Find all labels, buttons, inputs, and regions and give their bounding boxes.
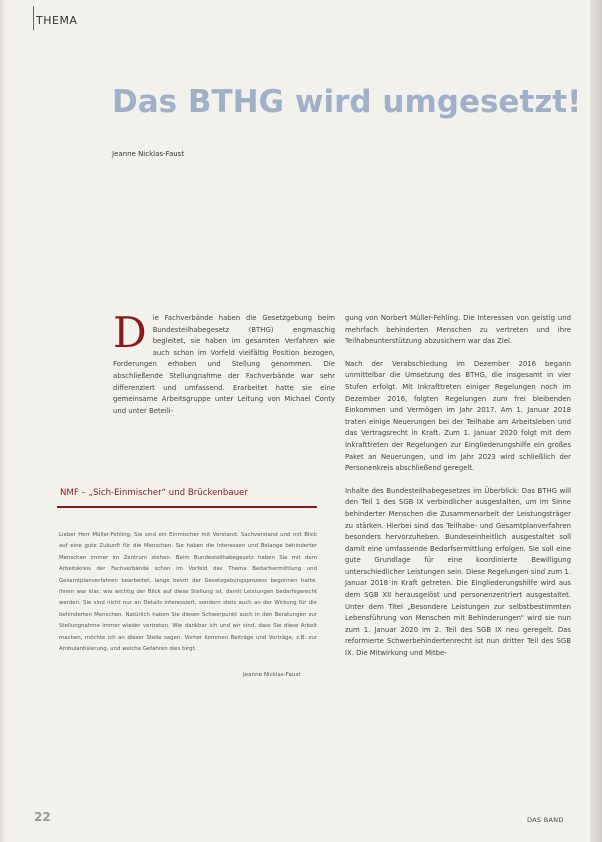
paragraph — [113, 308, 335, 417]
article-column-right — [345, 313, 571, 671]
sidebar-text: Lieber Herr Müller-Fehling, Sie sind ein Einmischer mit Verstand, Sachverstand und mit Blick auf eine gute Zukunft für die Menschen. Sie haben die Interessen und Belange behinderter Menschen immer im Zentrum stehen. Beim Bundesteilhabegesetz haben Sie mit dem Arbeitskreis der Fachverbände schon im Vorfeld das Thema Bedarfsermittlung und Gesamtplanverfahren bearbeitet, lange bevor der Gesetzgebungsprozess begonnen hatte. Ihnen war klar, wie wichtig der Blick auf diese Stellung ist, damit Leistungen bedarfsgerecht werden. Sie sind nicht nur an Details interessiert, sondern stets auch an der Wirkung für die behinderten Menschen. Natürlich haben Sie diesen Schwerpunkt auch in den Beratungen zur Stellungnahme immer wieder vertreten. Wie dankbar ich und wir sind, dass Sie diese Arbeit machen, möchte ich an dieser Stelle sagen. Vorher kommen Beiträge und Vorträge, z.B. zur Ambulantisierung, und welche Gefahren dies birgt. — [59, 532, 317, 653]
section-rule — [33, 6, 34, 30]
scan-edge-left — [0, 0, 6, 842]
section-label: THEMA — [36, 14, 78, 27]
paragraph: gung von Norbert Müller-Fehling. Die Interessen von geistig und mehrfach behinderten Menschen zu vertreten und ihre Teilhabeunterstützung abzusichern war das Ziel. — [345, 314, 571, 346]
article-title: Das BTHG wird umgesetzt! — [112, 84, 582, 120]
sidebar-heading: NMF – „Sich-Einmischer“ und Brückenbauer — [60, 488, 248, 498]
article-author: Jeanne Nicklas-Faust — [112, 150, 185, 158]
paragraph-text: ie Fachverbände haben die Gesetzgebung beim Bundesteilhabegesetz (BTHG) engmaschig begleitet, sie haben im gesamten Verfahren wie auch schon im Vorfeld vielfältig Position bezogen, Forderungen erhoben und Stellung genommen. Die abschließende Stellungnahme der Fachverbände war sehr differenziert und umfassend. Erarbeitet hatte sie eine gemeinsame Arbeitsgruppe unter Leitung von Michael Conty und unter Beteili- — [113, 314, 335, 415]
scan-edge-right — [590, 0, 602, 842]
sidebar-rule — [57, 506, 317, 508]
sidebar-signature: Jeanne Nicklas-Faust — [243, 672, 301, 678]
page-number: 22 — [34, 810, 51, 824]
paragraph: Nach der Verabschiedung im Dezember 2016 begann unmittelbar die Umsetzung des BTHG, die insgesamt in vier Stufen erfolgt. Mit Inkrafttreten einiger Regelungen noch im Dezember 2016, folgten Regelungen zum frei bleibenden Einkommen und Vermögen im Jahr 2017. Am 1. Januar 2018 traten einige Neuerungen bei der Teilhabe am Arbeitsleben und das Vertragsrecht in Kraft. Zum 1. Januar 2020 folgt mit dem Inkrafttreten der Regelungen zur Eingliederungshilfe ein großes Paket an Neuerungen, und im Jahr 2023 wird schließlich der Personenkreis abschließend geregelt. — [345, 359, 571, 473]
magazine-name: DAS BAND — [527, 816, 564, 824]
paragraph: Inhalte des Bundesteilhabegesetzes im Überblick: Das BTHG will den Teil 1 des SGB IX verbindlicher ausgestalten, um im Sinne behinderter Menschen die Zusammenarbeit der Leistungsträger zu stärken. Hierbei sind das Teilhabe- und Gesamtplanverfahren besonders hervorzuheben. Bundeseinheitlich ausgestaltet soll damit eine umfassende Bedarfsermittlung erfolgen. Sie soll eine gute Grundlage für eine koordinierte Bewilligung unterschiedlicher Leistungen sein. Diese Regelungen sind zum 1. Januar 2018 in Kraft getreten. Die Eingliederungshilfe wird aus dem SGB XII herausgelöst und personenzentriert ausgestaltet. Unter dem Titel „Besondere Leistungen zur selbstbestimmten Lebensführung von Menschen mit Behinderungen“ wird sie nun zum 1. Januar 2020 im 2. Teil des SGB IX neu geregelt. Das reformierte Schwerbehindertenrecht ist nun dritter Teil des SGB IX. Die Mitwirkung und Mitbe- — [345, 486, 571, 658]
article-column-left — [113, 308, 335, 428]
drop-cap: D — [113, 308, 147, 357]
